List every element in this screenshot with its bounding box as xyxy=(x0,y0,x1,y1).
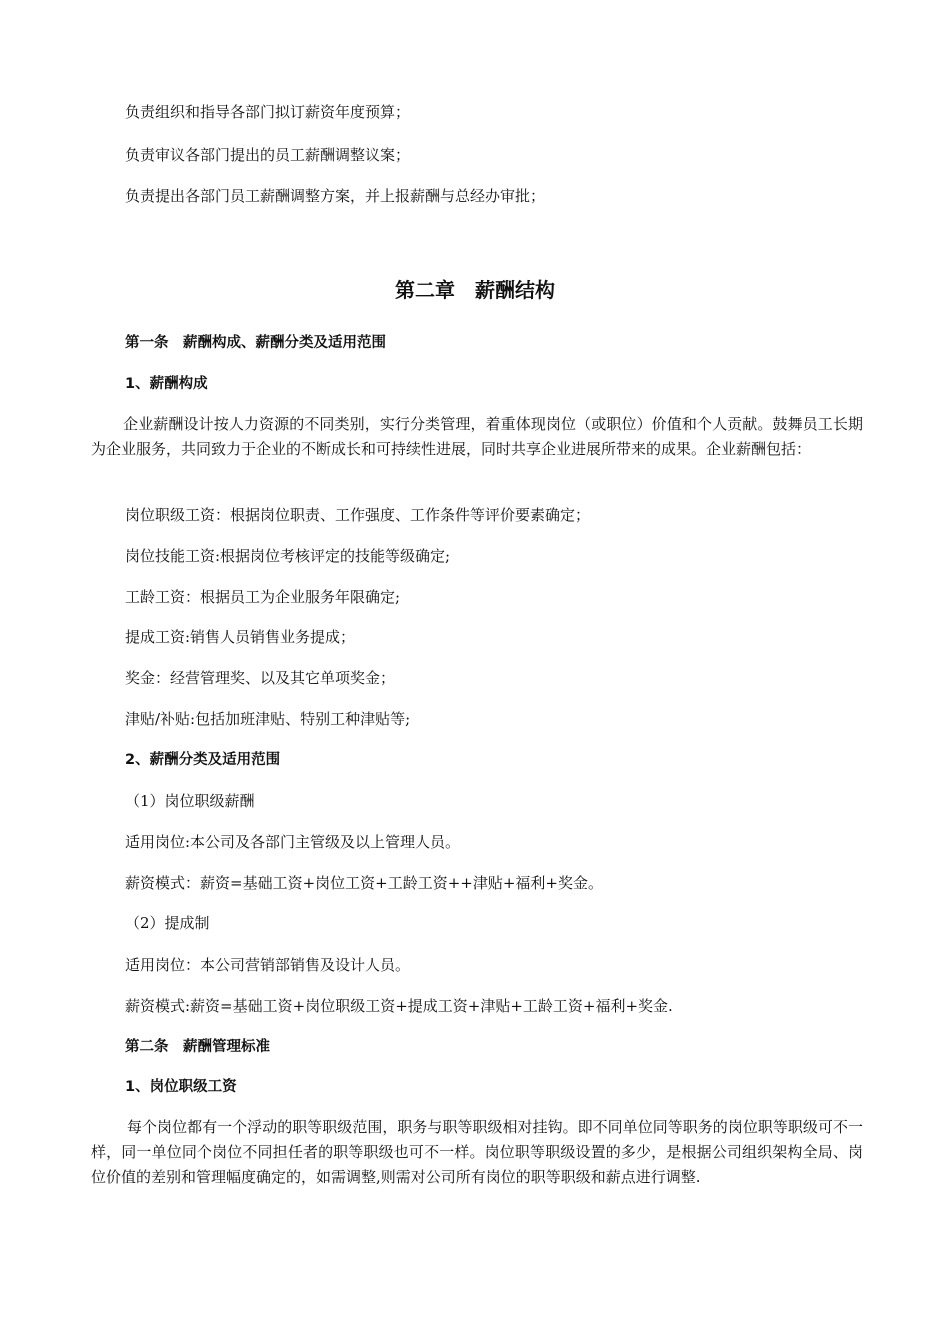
category-1-scope: 适用岗位:本公司及各部门主管级及以上管理人员。 xyxy=(125,833,461,851)
article-1-heading: 第一条 薪酬构成、薪酬分类及适用范围 xyxy=(125,335,386,351)
position-grade-paragraph xyxy=(91,1115,863,1190)
section-1-heading: 1、薪酬构成 xyxy=(125,376,208,392)
intro-line-3: 负责提出各部门员工薪酬调整方案，并上报薪酬与总经办审批； xyxy=(125,187,546,205)
salary-composition-paragraph xyxy=(91,412,863,462)
chapter-title: 第二章 薪酬结构 xyxy=(395,278,555,302)
section-2-heading: 2、薪酬分类及适用范围 xyxy=(125,752,281,768)
component-item: 岗位职级工资：根据岗位职责、工作强度、工作条件等评价要素确定； xyxy=(125,506,591,524)
component-item: 奖金：经营管理奖、以及其它单项奖金； xyxy=(125,669,396,687)
category-2-formula: 薪资模式:薪资=基础工资+岗位职级工资+提成工资+津贴+工龄工资+福利+奖金. xyxy=(125,997,673,1015)
component-item: 岗位技能工资:根据岗位考核评定的技能等级确定; xyxy=(125,547,451,565)
component-item: 津贴/补贴:包括加班津贴、特别工种津贴等; xyxy=(125,710,411,728)
intro-line-2: 负责审议各部门提出的员工薪酬调整议案； xyxy=(125,146,411,164)
intro-line-1: 负责组织和指导各部门拟订薪资年度预算； xyxy=(125,103,411,121)
salary-composition-text: 企业薪酬设计按人力资源的不同类别，实行分类管理，着重体现岗位（或职位）价值和个人贡献。鼓舞员工长期为企业服务，共同致力于企业的不断成长和可持续性进展，同时共享企业进展所带来的成果。企业薪酬包括： xyxy=(91,415,863,458)
article-2-heading: 第二条 薪酬管理标准 xyxy=(125,1039,270,1055)
category-2-title: （2）提成制 xyxy=(125,914,210,932)
category-2-scope: 适用岗位：本公司营销部销售及设计人员。 xyxy=(125,956,411,974)
component-item: 提成工资:销售人员销售业务提成； xyxy=(125,628,356,646)
component-item: 工龄工资：根据员工为企业服务年限确定; xyxy=(125,588,401,606)
category-1-formula: 薪资模式：薪资=基础工资+岗位工资+工龄工资++津贴+福利+奖金。 xyxy=(125,874,603,892)
category-1-title: （1）岗位职级薪酬 xyxy=(125,792,255,810)
position-grade-text: 每个岗位都有一个浮动的职等职级范围，职务与职等职级相对挂钩。即不同单位同等职务的岗位职等职级可不一样，同一单位同个岗位不同担任者的职等职级也可不一样。岗位职等职级设置的多少，是根据公司组织架构全局、岗位价值的差别和管理幅度确定的，如需调整,则需对公司所有岗位的职等职级和薪点进行调整. xyxy=(91,1118,863,1186)
article-2-section-1-heading: 1、岗位职级工资 xyxy=(125,1079,237,1095)
